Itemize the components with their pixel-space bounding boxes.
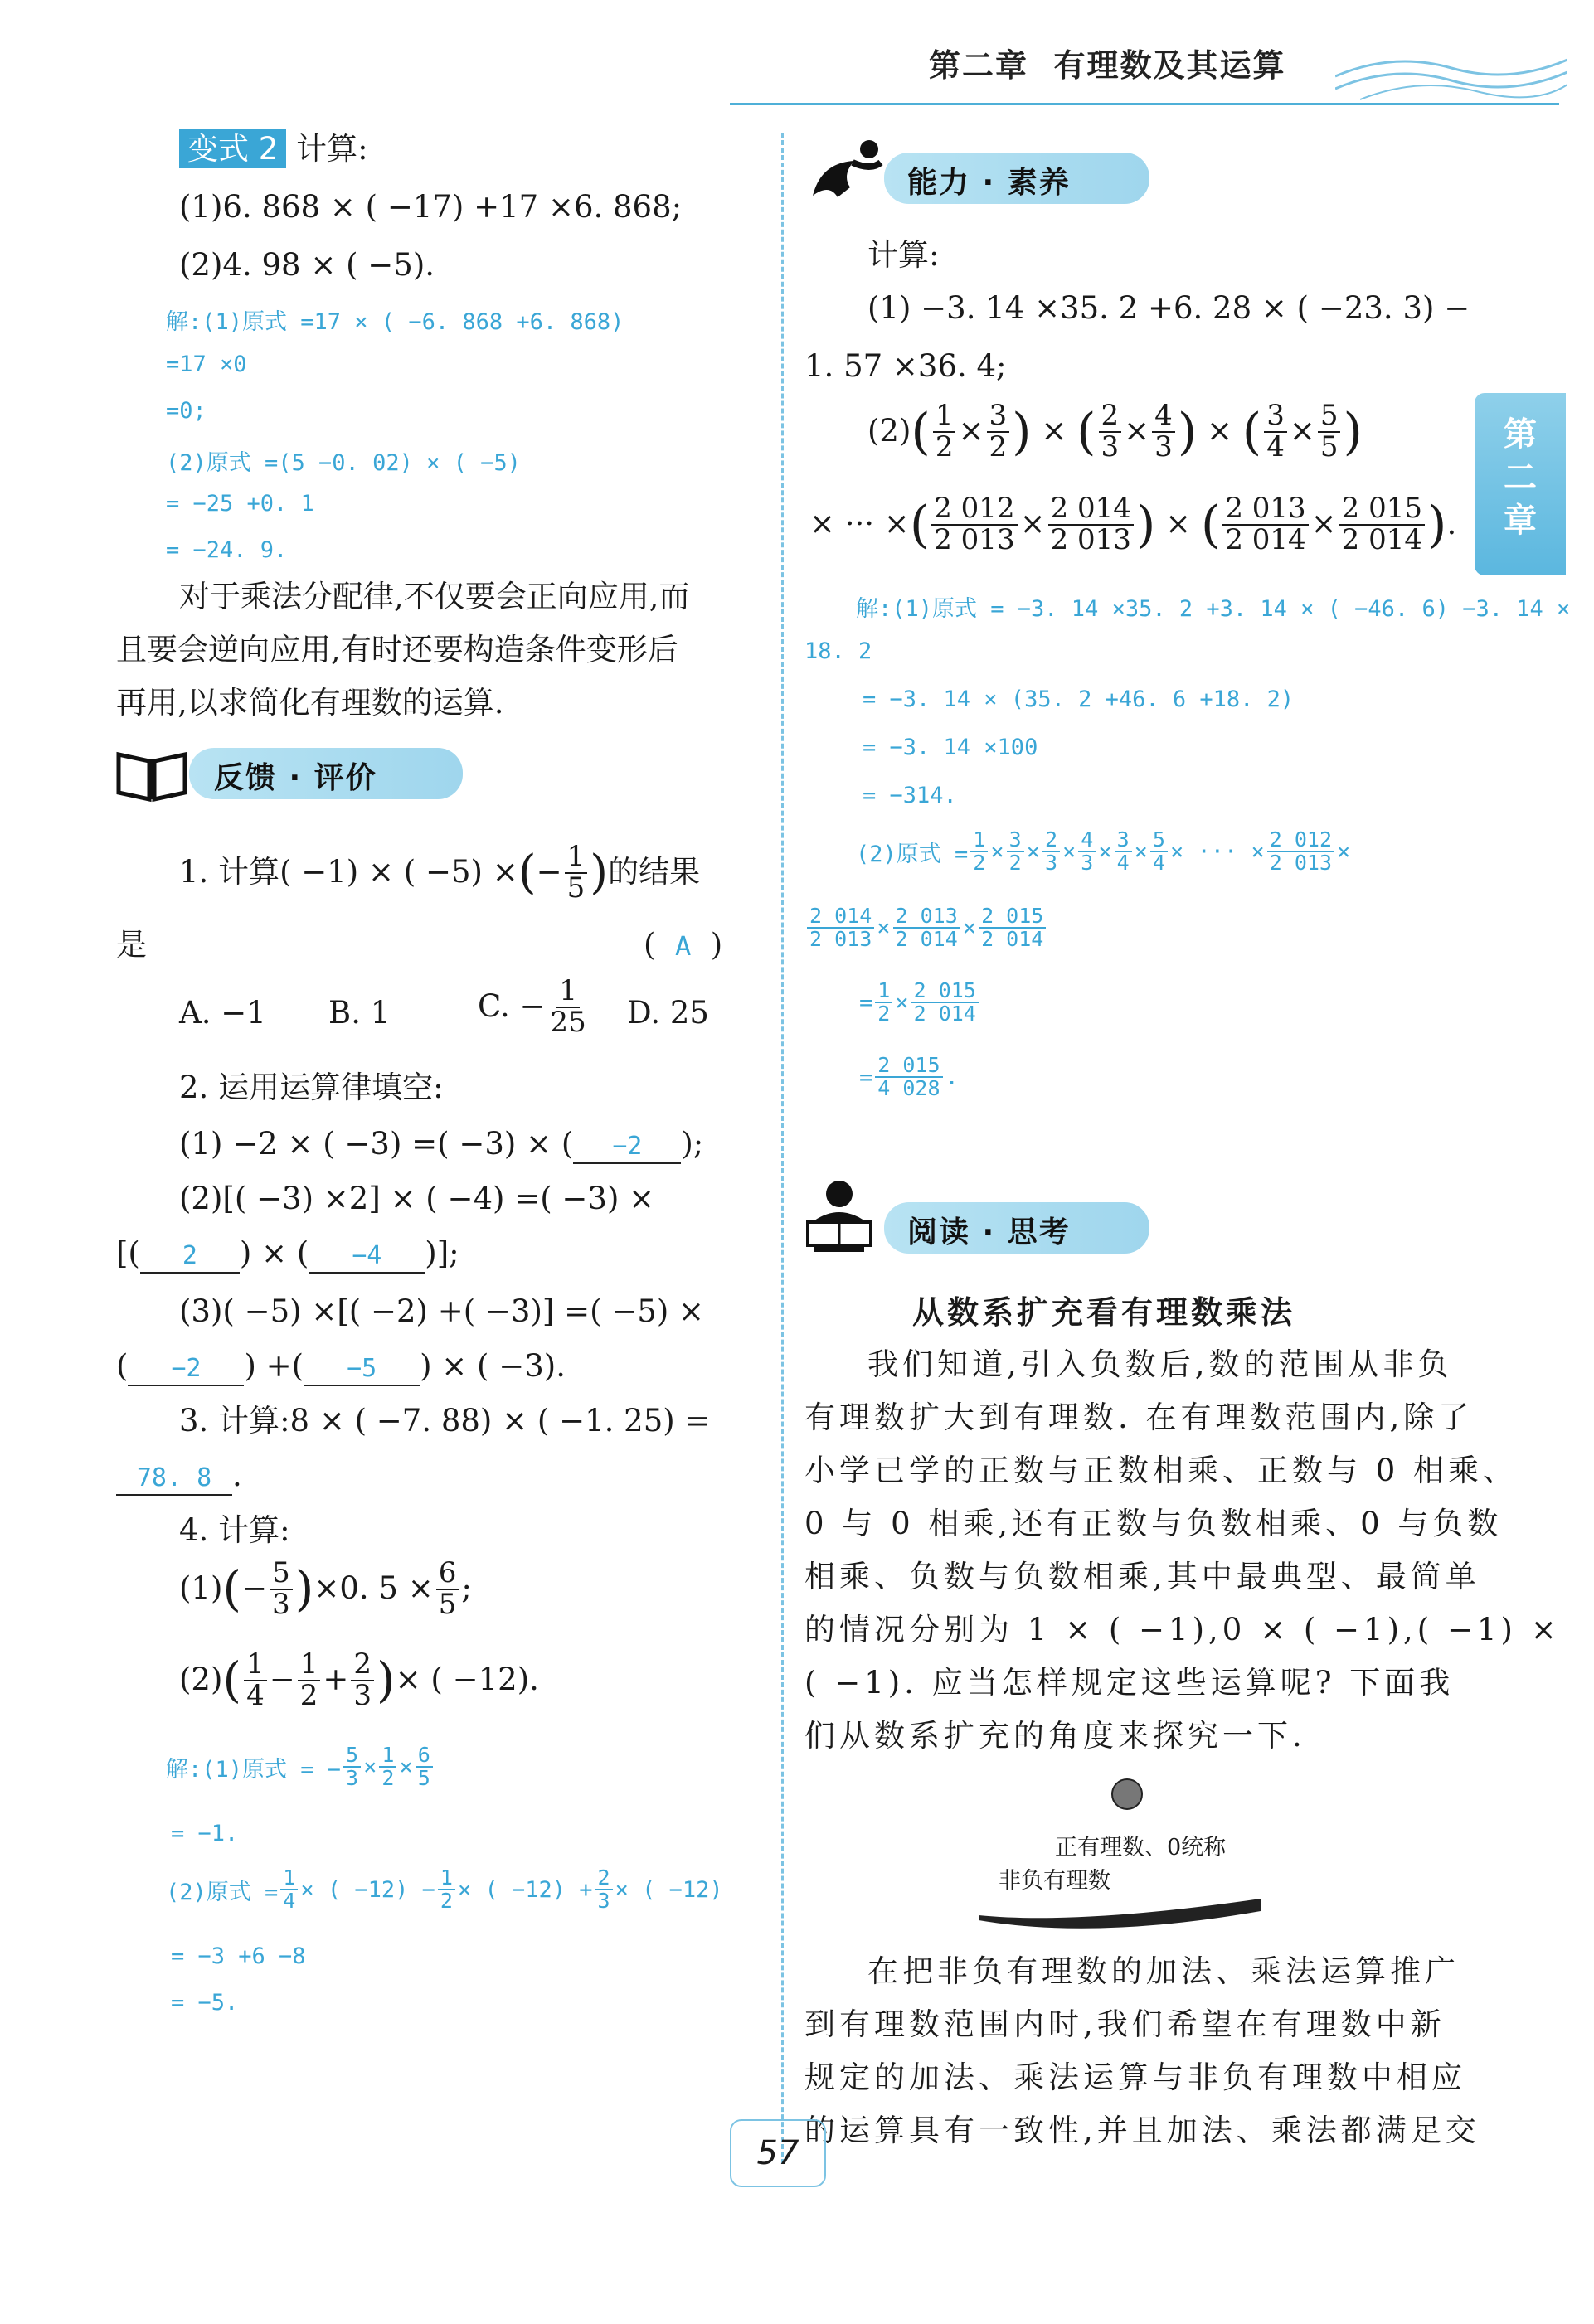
q1-neg-sign: − — [536, 854, 562, 890]
q1-option-d: D. 25 — [627, 995, 709, 1031]
running-person-icon — [804, 138, 887, 204]
figure-label-2: 非负有理数 — [999, 1868, 1110, 1894]
article-paragraph-line: 相乘、负数与负数相乘,其中最典型、最简单 — [804, 1559, 1480, 1594]
paren-left: ( — [518, 846, 537, 900]
chapter-header — [929, 40, 1286, 85]
article-paragraph-line: 到有理数范围内时,我们希望在有理数中新 — [804, 2006, 1446, 2042]
variant-solution-line: = −24. 9. — [166, 537, 288, 563]
column-divider — [781, 133, 784, 2164]
note-line: 且要会逆向应用,有时还要构造条件变形后 — [116, 632, 678, 667]
q1-answer-slot: ( A ) — [644, 927, 723, 963]
article-paragraph-line: 有理数扩大到有理数. 在有理数范围内,除了 — [804, 1400, 1474, 1435]
note-line: 对于乘法分配律,不仅要会正向应用,而 — [179, 579, 690, 614]
ability-q1-line1: (1) −3. 14 ×35. 2 +6. 28 × ( −23. 3) − — [867, 290, 1470, 326]
q4-title: 4. 计算: — [179, 1512, 290, 1548]
q3-blank: 78. 8 — [136, 1463, 212, 1492]
q2-blank-4: −2 — [171, 1354, 202, 1383]
q1-text-end: 的结果 — [608, 854, 701, 890]
paren-right: ) — [590, 846, 609, 900]
side-tab-label: 第二章 — [1504, 415, 1537, 540]
ability-section-header — [804, 149, 1153, 204]
article-paragraph-line: 小学已学的正数与正数相乘、正数与 0 相乘、 — [804, 1453, 1519, 1488]
ability-q1-line2: 1. 57 ×36. 4; — [804, 348, 1007, 384]
feedback-q1 — [179, 842, 700, 903]
q2-line2: (2)[( −3) ×2] × ( −4) =( −3) × — [179, 1181, 655, 1216]
feedback-section-header — [114, 745, 463, 799]
article-title: 从数系扩充看有理数乘法 — [912, 1293, 1296, 1331]
note-line: 再用,以求简化有理数的运算. — [116, 685, 504, 720]
q2-blank-1: −2 — [612, 1132, 643, 1161]
variant-solution-line: =0; — [166, 398, 207, 424]
q2-line3: [( 2 ) × ( −4 )]; — [116, 1235, 459, 1274]
reading-person-icon — [804, 1179, 887, 1254]
q2-blank-3: −4 — [352, 1241, 382, 1270]
q1-option-a: A. −1 — [179, 995, 266, 1031]
q4-part2: (2) ( $\frac{1}{4}$ − $\frac{1}{2}$ + $\frac{2}{3}$ ) × ( −12). — [179, 1647, 539, 1712]
q4-solution-1: 解:(1)原式 = − $\frac{5}{3}$ × $\frac{1}{2}$ × $\frac{6}{5}$ — [166, 1744, 435, 1790]
q1-fraction: $\frac{1}{5}$ — [565, 842, 588, 903]
q1-option-c-fraction: $\frac{1}{25}$ — [550, 974, 586, 1039]
variant-solution-line: 解:(1)原式 =17 × ( −6. 868 +6. 868) — [166, 309, 624, 335]
header-rule — [730, 103, 1559, 105]
ability-prompt: 计算: — [867, 237, 940, 273]
chapter-title: 有理数及其运算 — [1053, 47, 1286, 84]
q4-solution-2-result: = −5. — [171, 1990, 239, 2016]
ability-solution-2-line3: = $\frac{1}{2}$ × $\frac{2 015}{2 014}$ — [859, 980, 981, 1026]
variant-heading — [179, 131, 368, 167]
chapter-side-tab — [1475, 393, 1566, 575]
ability-solution-line: = −3. 14 ×100 — [863, 735, 1038, 760]
variant-solution-line: (2)原式 =(5 −0. 02) × ( −5) — [166, 450, 521, 476]
article-paragraph-line: 在把非负有理数的加法、乘法运算推广 — [867, 1953, 1460, 1989]
variant-solution-line: =17 ×0 — [166, 352, 247, 377]
ability-solution-2-line2: $\frac{2 014}{2 013}$ × $\frac{2 013}{2 014}$ × $\frac{2 015}{2 014}$ — [804, 905, 1048, 951]
reading-section-header — [804, 1199, 1153, 1254]
figure-ball — [1112, 1779, 1142, 1809]
q2-line4: (3)( −5) ×[( −2) +( −3)] =( −5) × — [179, 1293, 705, 1329]
article-paragraph-line: 我们知道,引入负数后,数的范围从非负 — [867, 1346, 1453, 1382]
ability-solution-2-line4: = $\frac{2 015}{4 028}$ . — [859, 1053, 959, 1101]
ability-solution-2-line1: (2)原式 = $\frac{1}{2}$ × $\frac{3}{2}$ × $\frac{2}{3}$ × $\frac{4}{3}$ × $\frac{3}{4}$ × $\frac{5}{4}$ × ··· × $\frac{2 012}{2 013}$ × — [856, 827, 1351, 876]
ability-solution-line: = −3. 14 × (35. 2 +46. 6 +18. 2) — [863, 687, 1295, 712]
q2-blank-5: −5 — [347, 1354, 377, 1383]
figure-label-1: 正有理数、0统称 — [1055, 1835, 1227, 1861]
article-paragraph-line: 们从数系扩充的角度来探究一下. — [804, 1718, 1306, 1754]
article-paragraph-line: 的情况分别为 1 × ( −1),0 × ( −1),( −1) × — [804, 1612, 1561, 1647]
q3-answer-line: 78. 8 . — [116, 1458, 242, 1496]
variant-solution-line: = −25 +0. 1 — [166, 491, 314, 517]
q3-text: 3. 计算:8 × ( −7. 88) × ( −1. 25) = — [179, 1403, 711, 1439]
ability-q2-line2: × ··· × ( $\frac{2 012}{2 013}$ × $\frac{2 014}{2 013}$ ) × ( $\frac{2 013}{2 014}$ × $\frac{2 015}{2 014}$ ) . — [809, 492, 1457, 556]
ability-solution-line: 18. 2 — [804, 638, 872, 664]
open-book-icon — [114, 745, 189, 803]
article-paragraph-line: 0 与 0 相乘,还有正数与负数相乘、0 与负数 — [804, 1506, 1503, 1541]
q4-solution-1-result: = −1. — [171, 1821, 239, 1846]
header-wave-decoration — [1335, 43, 1567, 101]
q2-line5: ( −2 ) +( −5 ) × ( −3). — [116, 1348, 566, 1386]
article-paragraph-line: 的运算具有一致性,并且加法、乘法都满足交 — [804, 2113, 1480, 2148]
q1-text: 1. 计算( −1) × ( −5) × — [179, 854, 518, 890]
page-number: 57 — [730, 2119, 826, 2187]
variant-prompt: 计算: — [296, 131, 368, 167]
variant-question-1: (1)6. 868 × ( −17) +17 ×6. 868; — [179, 189, 683, 225]
chapter-number: 第二章 — [929, 47, 1029, 84]
variant-question-2: (2)4. 98 × ( −5). — [179, 247, 435, 283]
q1-option-c — [478, 974, 591, 1039]
ability-q2-line1: (2) ( $\frac{1}{2}$ × $\frac{3}{2}$ ) × ( $\frac{2}{3}$ × $\frac{4}{3}$ ) × ( $\frac{3}{4}$ × $\frac{5}{5}$ ) — [867, 399, 1363, 463]
q2-title: 2. 运用运算律填空: — [179, 1070, 444, 1105]
reading-title: 阅读 · 思考 — [907, 1215, 1071, 1249]
variant-badge: 变式 2 — [179, 129, 286, 168]
q1-text-line2: 是 — [116, 927, 147, 963]
article-paragraph-line: ( −1). 应当怎样规定这些运算呢? 下面我 — [804, 1665, 1455, 1701]
ability-solution-line: 解:(1)原式 = −3. 14 ×35. 2 +3. 14 × ( −46. 6) −3. 14 × — [856, 596, 1571, 622]
q2-line1: (1) −2 × ( −3) =( −3) × ( −2 ); — [179, 1126, 703, 1164]
q4-part1: (1) ( − $\frac{5}{3}$ ) ×0. 5 × $\frac{6}{5}$ ; — [179, 1556, 472, 1621]
ability-title: 能力 · 素养 — [907, 166, 1071, 200]
figure-arc — [979, 1899, 1261, 1929]
q4-solution-2-step: = −3 +6 −8 — [171, 1943, 306, 1969]
q1-answer: A — [674, 930, 692, 962]
q1-option-c-label: C. − — [478, 988, 546, 1025]
article-paragraph-line: 规定的加法、乘法运算与非负有理数中相应 — [804, 2060, 1466, 2095]
q1-option-b: B. 1 — [328, 995, 391, 1031]
feedback-title: 反馈 · 评价 — [214, 761, 377, 795]
q2-blank-2: 2 — [182, 1241, 197, 1270]
ability-solution-line: = −314. — [863, 783, 957, 808]
q4-solution-2: (2)原式 = $\frac{1}{4}$ × ( −12) − $\frac{1}{2}$ × ( −12) + $\frac{2}{3}$ × ( −12) — [166, 1866, 723, 1914]
